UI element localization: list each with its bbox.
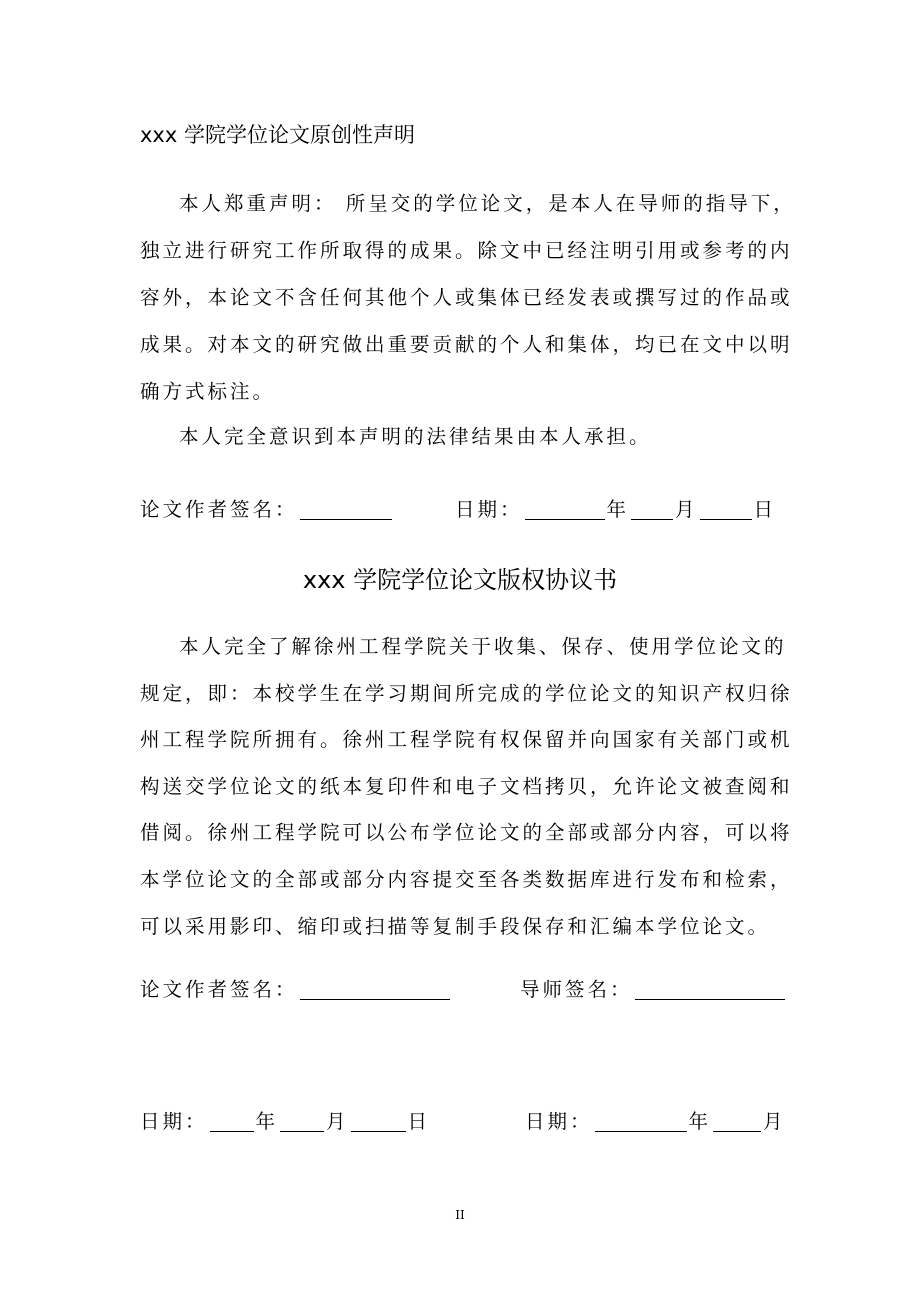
page-number: II <box>455 1208 465 1222</box>
date-label: 日期： <box>525 1110 593 1133</box>
month-blank[interactable] <box>713 1109 761 1132</box>
copyright-paragraph: 本人完全了解徐州工程学院关于收集、保存、使用学位论文的规定，即：本校学生在学习期间所完成的学位论文的知识产权归徐州工程学院所拥有。徐州工程学院有权保留并向国家有关部门或机构送交学位论文的纸本复印件和电子文档拷贝，允许论文被查阅和借阅。徐州工程学院可以公布学位论文的全部或部分内容，可以将本学位论文的全部或部分内容提交至各类数据库进行发布和检索，可以采用影印、缩印或扫描等复制手段保存和汇编本学位论文。 <box>140 635 793 938</box>
author-signature-label: 论文作者签名： <box>140 498 298 521</box>
date-label: 日期： <box>455 498 523 521</box>
day-label: 日 <box>407 1110 431 1133</box>
day-blank[interactable] <box>700 497 752 520</box>
day-blank[interactable] <box>351 1109 406 1132</box>
year-label: 年 <box>255 1110 279 1133</box>
copyright-title: xxx 学院学位论文版权协议书 <box>302 566 618 594</box>
declaration-responsibility: 本人完全意识到本声明的法律结果由本人承担。 <box>179 425 652 448</box>
year-blank[interactable] <box>525 497 605 520</box>
advisor-date <box>525 1107 786 1137</box>
author-signature-label: 论文作者签名： <box>140 978 298 1001</box>
year-label: 年 <box>606 498 630 521</box>
day-label: 日 <box>753 498 777 521</box>
declaration-title: xxx 学院学位论文原创性声明 <box>140 123 415 147</box>
author-signature-blank[interactable] <box>300 497 392 520</box>
year-blank[interactable] <box>595 1109 687 1132</box>
advisor-signature-blank[interactable] <box>635 977 785 1000</box>
advisor-signature-label: 导师签名： <box>520 978 633 1001</box>
month-blank[interactable] <box>631 497 673 520</box>
advisor-signature <box>520 975 787 1005</box>
month-label: 月 <box>326 1110 349 1133</box>
copyright-author-signature <box>140 975 452 1005</box>
declaration-date <box>455 495 776 525</box>
month-label: 月 <box>763 1110 786 1133</box>
author-signature-blank[interactable] <box>300 977 450 1000</box>
author-date <box>140 1107 430 1137</box>
month-label: 月 <box>675 498 698 521</box>
month-blank[interactable] <box>280 1109 324 1132</box>
declaration-paragraph: 本人郑重声明： 所呈交的学位论文，是本人在导师的指导下，独立进行研究工作所取得的成果。除文中已经注明引用或参考的内容外，本论文不含任何其他个人或集体已经发表或撰写过的作品或成果。对本文的研究做出重要贡献的个人和集体，均已在文中以明确方式标注。 <box>140 192 796 403</box>
year-blank[interactable] <box>210 1109 254 1132</box>
date-label: 日期： <box>140 1110 208 1133</box>
declaration-author-signature <box>140 495 394 525</box>
year-label: 年 <box>688 1110 712 1133</box>
